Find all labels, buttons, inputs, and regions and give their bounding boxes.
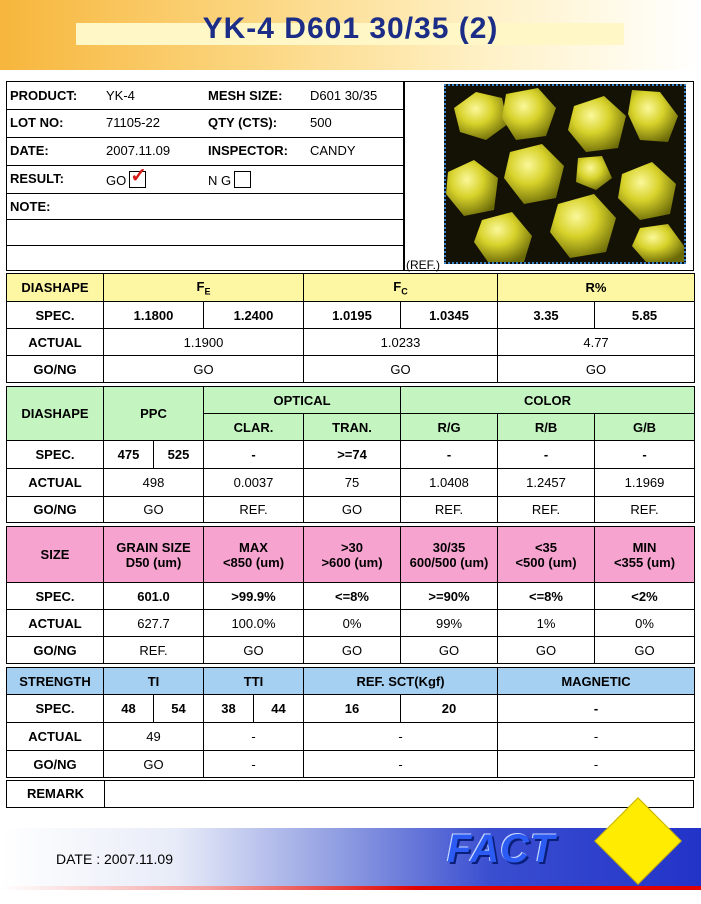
strength-table: [6, 667, 695, 778]
spec-value: 475: [104, 441, 154, 469]
min-header: MIN <355 (um): [595, 527, 695, 583]
actual-value: -: [498, 723, 695, 751]
header-row-date: [7, 137, 403, 166]
result-go-option[interactable]: [106, 165, 147, 188]
checkmark-icon: ✓: [130, 165, 147, 187]
strength-header: STRENGTH: [7, 668, 104, 695]
gong-value: REF.: [595, 497, 695, 523]
spec-value: 54: [154, 695, 204, 723]
product-label: PRODUCT:: [10, 88, 78, 103]
size-header: SIZE: [7, 527, 104, 583]
actual-label: ACTUAL: [7, 723, 104, 751]
spec-value: <2%: [595, 583, 695, 610]
gong-value: GO: [304, 637, 401, 664]
mesh-30-35-header: 30/35 600/500 (um): [401, 527, 498, 583]
actual-value: 49: [104, 723, 204, 751]
actual-label: ACTUAL: [7, 469, 104, 497]
gong-value: GO: [498, 356, 695, 383]
spec-value: >=74: [304, 441, 401, 469]
spec-value: >99.9%: [204, 583, 304, 610]
header-row-product: [7, 82, 403, 110]
footer-date: DATE : 2007.11.09: [56, 851, 173, 867]
under-35-header: <35 <500 (um): [498, 527, 595, 583]
inspector-label: INSPECTOR:: [208, 143, 288, 158]
magnetic-header: MAGNETIC: [498, 668, 695, 695]
gong-label: GO/NG: [7, 751, 104, 778]
spec-value: 20: [401, 695, 498, 723]
page-title: YK-4 D601 30/35 (2): [202, 12, 499, 45]
footer-red-line: [0, 886, 701, 890]
spec-value: -: [498, 441, 595, 469]
gong-value: GO: [304, 497, 401, 523]
spec-value: 525: [154, 441, 204, 469]
spec-label: SPEC.: [7, 441, 104, 469]
lot-value: 71105-22: [106, 115, 160, 130]
diashape-header: DIASHAPE: [7, 274, 104, 302]
gb-header: G/B: [595, 414, 695, 441]
lot-label: LOT NO:: [10, 115, 64, 130]
header-row-note: [7, 193, 403, 220]
date-label: DATE:: [10, 143, 49, 158]
diamond-crystals-photo: [444, 84, 686, 264]
actual-value: 1.1969: [595, 469, 695, 497]
actual-value: 100.0%: [204, 610, 304, 637]
ref-label: (REF.): [406, 258, 440, 272]
inspector-value: CANDY: [310, 143, 356, 158]
spec-value: 44: [254, 695, 304, 723]
gong-value: -: [304, 751, 498, 778]
actual-value: 75: [304, 469, 401, 497]
header-row-result: [7, 165, 403, 194]
spec-value: -: [498, 695, 695, 723]
gong-value: GO: [304, 356, 498, 383]
actual-value: 4.77: [498, 329, 695, 356]
actual-value: 99%: [401, 610, 498, 637]
spec-label: SPEC.: [7, 302, 104, 329]
ppc-header: PPC: [104, 387, 204, 441]
actual-value: 0%: [304, 610, 401, 637]
qty-value: 500: [310, 115, 332, 130]
gong-value: REF.: [204, 497, 304, 523]
diashape-factor-table: [6, 273, 695, 383]
actual-value: -: [304, 723, 498, 751]
gong-value: GO: [401, 637, 498, 664]
actual-label: ACTUAL: [7, 329, 104, 356]
spec-value: 48: [104, 695, 154, 723]
spec-label: SPEC.: [7, 583, 104, 610]
header-row-lot: [7, 109, 403, 138]
spec-value: <=8%: [498, 583, 595, 610]
actual-label: ACTUAL: [7, 610, 104, 637]
spec-value: 38: [204, 695, 254, 723]
ng-checkbox[interactable]: [234, 171, 251, 188]
actual-value: 627.7: [104, 610, 204, 637]
spec-value: 1.2400: [204, 302, 304, 329]
gong-value: -: [498, 751, 695, 778]
result-label: RESULT:: [10, 171, 64, 186]
go-label: GO: [106, 173, 127, 188]
gong-value: GO: [104, 356, 304, 383]
actual-value: 1.2457: [498, 469, 595, 497]
fact-logo: FACT: [447, 827, 556, 871]
optical-header: OPTICAL: [204, 387, 401, 414]
gong-value: REF.: [401, 497, 498, 523]
spec-value: 1.0345: [401, 302, 498, 329]
over-30-header: >30 >600 (um): [304, 527, 401, 583]
gong-label: GO/NG: [7, 637, 104, 664]
spec-value: <=8%: [304, 583, 401, 610]
gong-value: GO: [595, 637, 695, 664]
sct-header: REF. SCT(Kgf): [304, 668, 498, 695]
spec-value: >=90%: [401, 583, 498, 610]
rb-header: R/B: [498, 414, 595, 441]
spec-value: -: [595, 441, 695, 469]
actual-value: -: [204, 723, 304, 751]
gong-value: REF.: [498, 497, 595, 523]
result-ng-option[interactable]: [208, 171, 251, 188]
fc-header: $F_C$: [304, 274, 498, 302]
fe-header: $F_E$: [104, 274, 304, 302]
mesh-label: MESH SIZE:: [208, 88, 283, 103]
tran-header: TRAN.: [304, 414, 401, 441]
note-label: NOTE:: [10, 199, 51, 214]
actual-value: 1.0408: [401, 469, 498, 497]
r-percent-header: R%: [498, 274, 695, 302]
tti-header: TTI: [204, 668, 304, 695]
remark-row: [6, 780, 694, 808]
grain-size-header: GRAIN SIZE D50 (um): [104, 527, 204, 583]
gong-label: GO/NG: [7, 356, 104, 383]
diashape-header: DIASHAPE: [7, 387, 104, 441]
gong-label: GO/NG: [7, 497, 104, 523]
actual-value: 0%: [595, 610, 695, 637]
date-value: 2007.11.09: [106, 143, 171, 158]
spec-label: SPEC.: [7, 695, 104, 723]
gong-value: -: [204, 751, 304, 778]
spec-value: 1.0195: [304, 302, 401, 329]
ti-header: TI: [104, 668, 204, 695]
rg-header: R/G: [401, 414, 498, 441]
gong-value: GO: [204, 637, 304, 664]
crystal-photo-icon: [446, 86, 684, 262]
actual-value: 0.0037: [204, 469, 304, 497]
actual-value: 1.0233: [304, 329, 498, 356]
color-header: COLOR: [401, 387, 695, 414]
size-table: [6, 526, 695, 664]
ng-label: N G: [208, 173, 232, 188]
actual-value: 498: [104, 469, 204, 497]
spec-value: 5.85: [595, 302, 695, 329]
gong-value: GO: [104, 497, 204, 523]
remark-label: REMARK: [7, 781, 105, 807]
gong-value: REF.: [104, 637, 204, 664]
header-info-box: [6, 81, 404, 271]
max-header: MAX <850 (um): [204, 527, 304, 583]
note-line-1: [7, 219, 403, 246]
actual-value: 1.1900: [104, 329, 304, 356]
gong-value: GO: [104, 751, 204, 778]
product-value: YK-4: [106, 88, 135, 103]
spec-value: -: [204, 441, 304, 469]
actual-value: 1%: [498, 610, 595, 637]
spec-value: -: [401, 441, 498, 469]
spec-value: 3.35: [498, 302, 595, 329]
clar-header: CLAR.: [204, 414, 304, 441]
optical-color-table: [6, 386, 695, 523]
mesh-value: D601 30/35: [310, 88, 378, 103]
qty-label: QTY (CTS):: [208, 115, 278, 130]
spec-value: 601.0: [104, 583, 204, 610]
gong-value: GO: [498, 637, 595, 664]
go-checkbox[interactable]: [129, 165, 147, 188]
spec-value: 1.1800: [104, 302, 204, 329]
spec-value: 16: [304, 695, 401, 723]
